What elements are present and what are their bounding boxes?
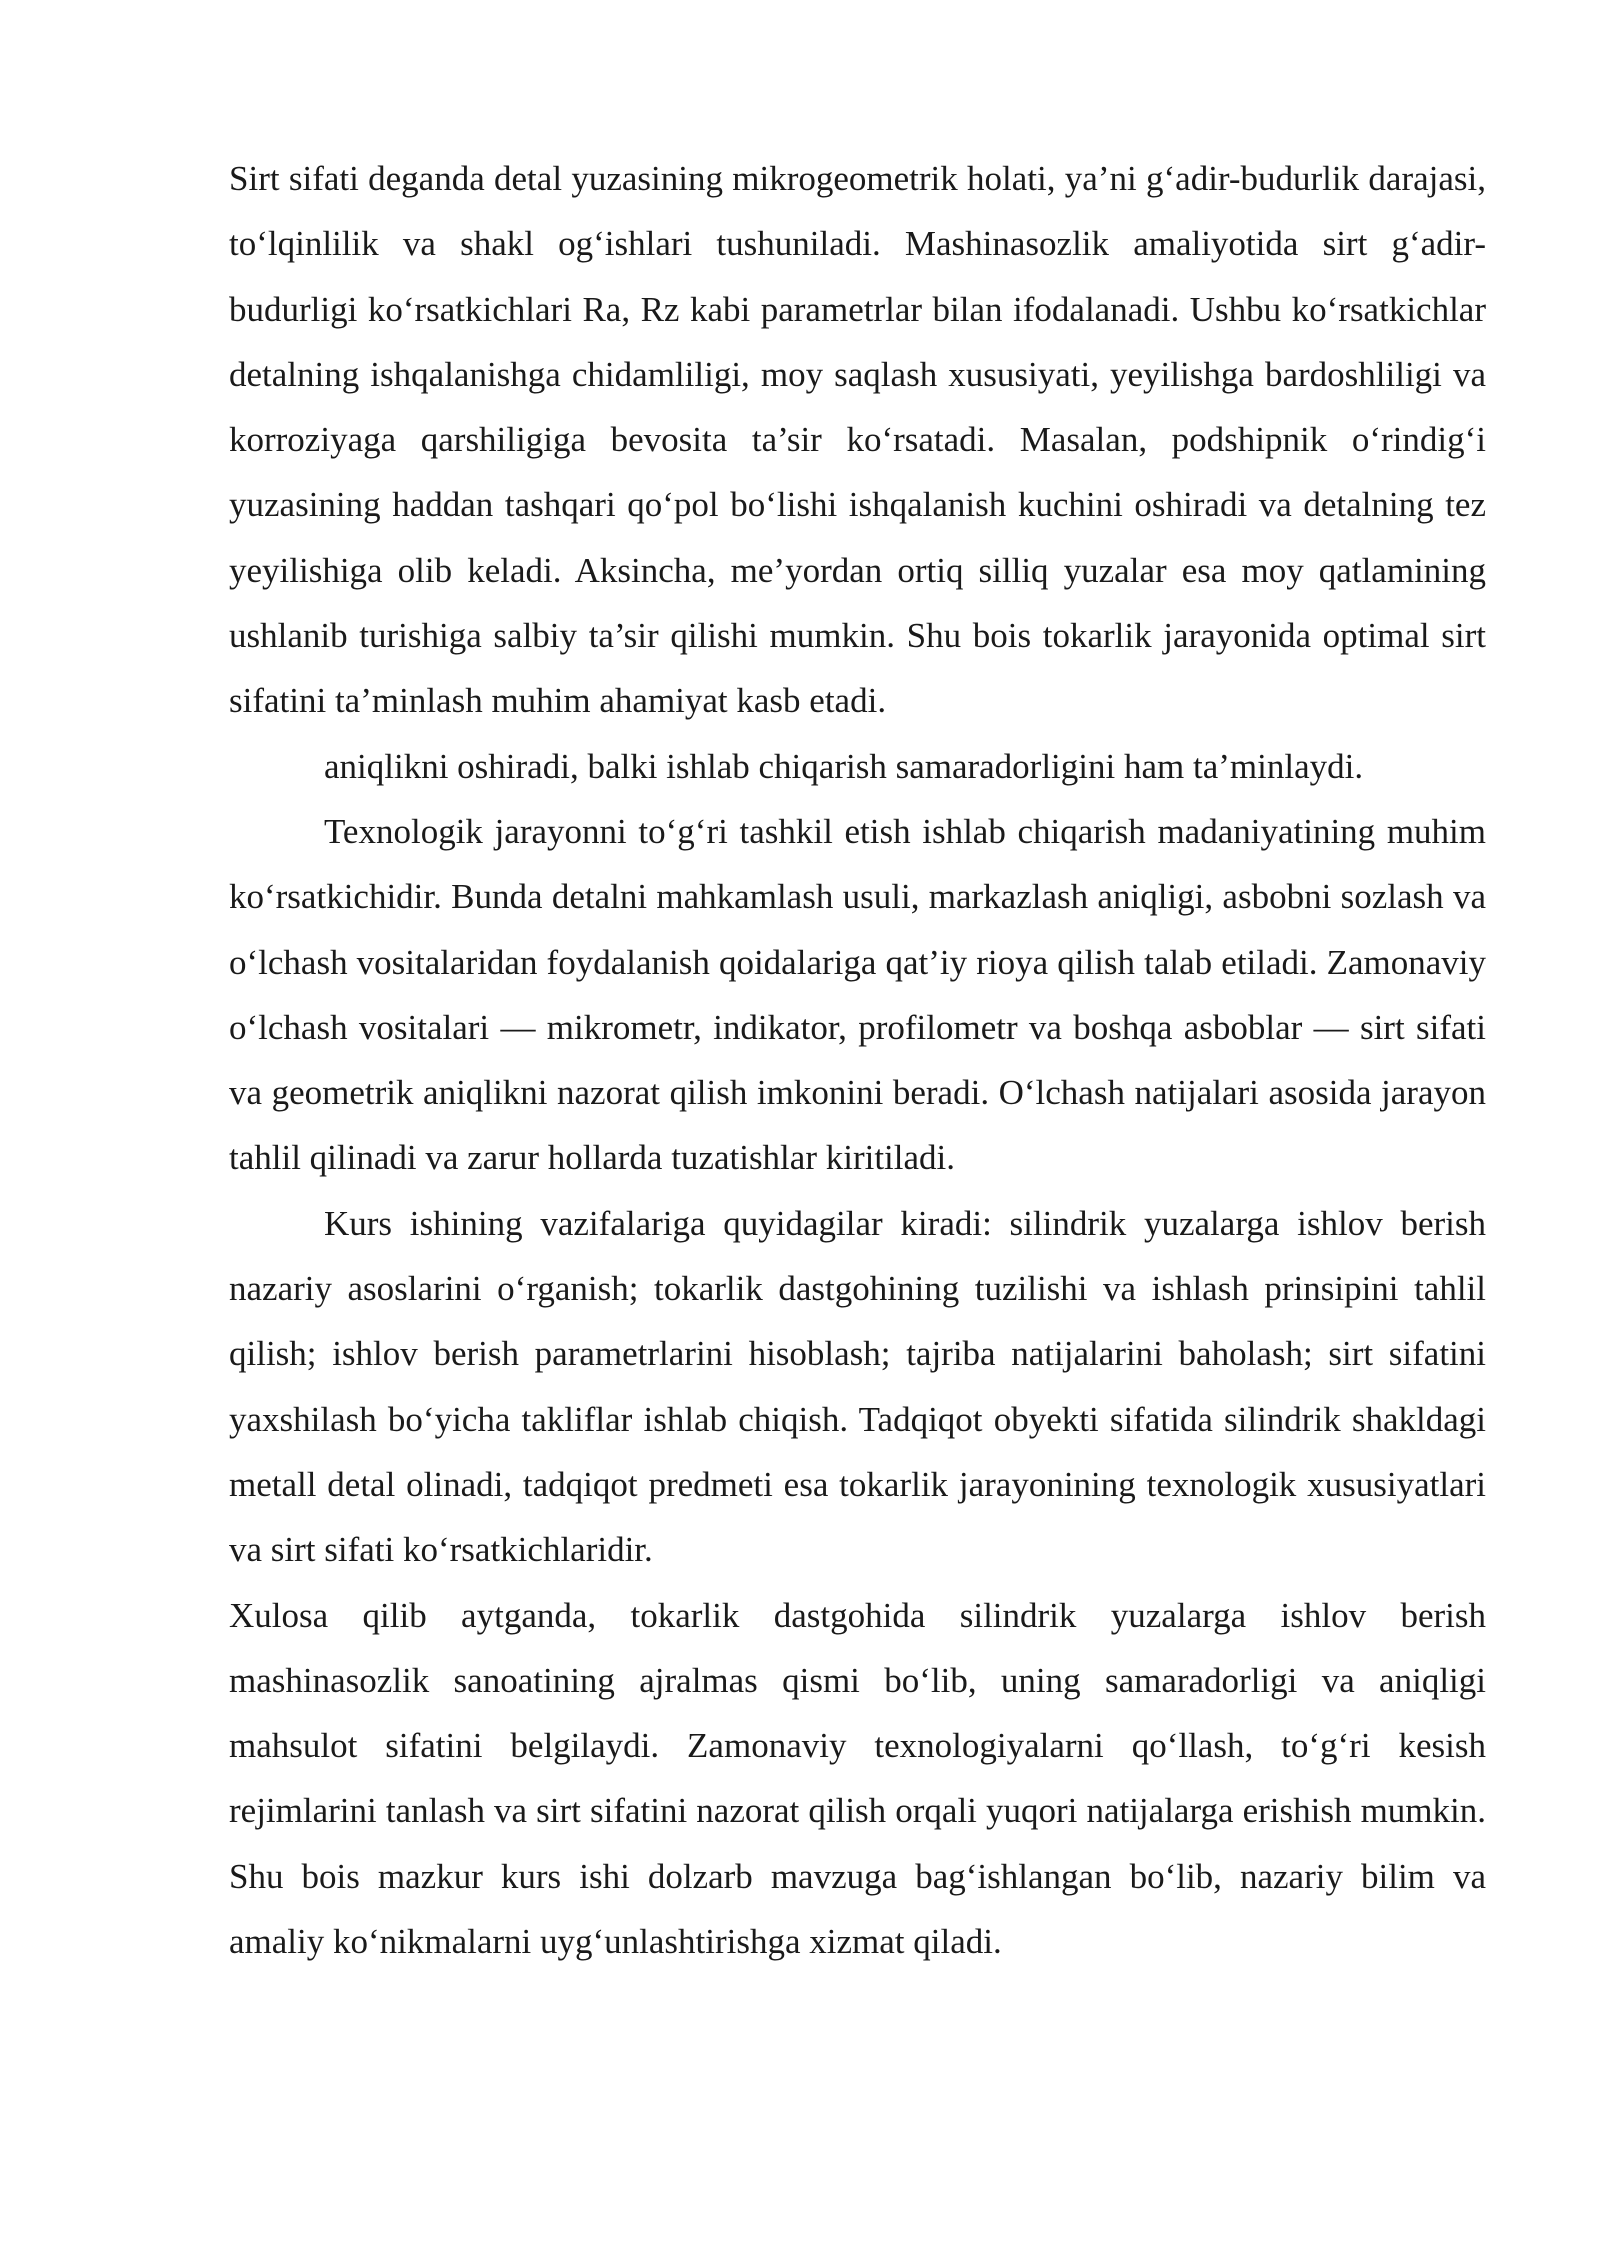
paragraph-accuracy-fragment: aniqlikni oshiradi, balki ishlab chiqarish samaradorligini ham ta’minlaydi. [324, 746, 1364, 786]
body-text [229, 146, 1486, 1974]
paragraph-course-tasks: Kurs ishining vazifalariga quyidagilar kiradi: silindrik yuzalarga ishlov berish nazariy asoslarini o‘rganish; tokarlik dastgohining tuzilishi va ishlash prinsipini tahlil qilish; ishlov berish parametrlarini hisoblash; tajriba natijalarini baholash; sirt sifatini yaxshilash bo‘yicha takliflar ishlab chiqish. Tadqiqot obyekti sifatida silindrik shakldagi metall detal olinadi, tadqiqot predmeti esa tokarlik jarayonining texnologik xususiyatlari va sirt sifati ko‘rsatkichlaridir. [229, 1203, 1486, 1570]
paragraph-technological-process: Texnologik jarayonni to‘g‘ri tashkil etish ishlab chiqarish madaniyatining muhim ko‘rsatkichidir. Bunda detalni mahkamlash usuli, markazlash aniqligi, asbobni sozlash va o‘lchash vositalaridan foydalanish qoidalariga qat’iy rioya qilish talab etiladi. Zamonaviy o‘lchash vositalari — mikrometr, indikator, profilometr va boshqa asboblar — sirt sifati va geometrik aniqlikni nazorat qilish imkonini beradi. O‘lchash natijalari asosida jarayon tahlil qilinadi va zarur hollarda tuzatishlar kiritiladi. [229, 811, 1486, 1178]
paragraph-surface-quality: Sirt sifati deganda detal yuzasining mikrogeometrik holati, ya’ni g‘adir-budurlik darajasi, to‘lqinlilik va shakl og‘ishlari tushuniladi. Mashinasozlik amaliyotida sirt g‘adir-budurligi ko‘rsatkichlari Ra, Rz kabi parametrlar bilan ifodalanadi. Ushbu ko‘rsatkichlar detalning ishqalanishga chidamliligi, moy saqlash xususiyati, yeyilishga bardoshliligi va korroziyaga qarshiligiga bevosita ta’sir ko‘rsatadi. Masalan, podshipnik o‘rindig‘i yuzasining haddan tashqari qo‘pol bo‘lishi ishqalanish kuchini oshiradi va detalning tez yeyilishiga olib keladi. Aksincha, me’yordan ortiq silliq yuzalar esa moy qatlamining ushlanib turishiga salbiy ta’sir qilishi mumkin. Shu bois tokarlik jarayonida optimal sirt sifatini ta’minlash muhim ahamiyat kasb etadi. [229, 159, 1486, 721]
paragraph-conclusion: Xulosa qilib aytganda, tokarlik dastgohida silindrik yuzalarga ishlov berish mashinasozlik sanoatining ajralmas qismi bo‘lib, uning samaradorligi va aniqligi mahsulot sifatini belgilaydi. Zamonaviy texnologiyalarni qo‘llash, to‘g‘ri kesish rejimlarini tanlash va sirt sifatini nazorat qilish orqali yuqori natijalarga erishish mumkin. Shu bois mazkur kurs ishi dolzarb mavzuga bag‘ishlangan bo‘lib, nazariy bilim va amaliy ko‘nikmalarni uyg‘unlashtirishga xizmat qiladi. [229, 1595, 1486, 1962]
